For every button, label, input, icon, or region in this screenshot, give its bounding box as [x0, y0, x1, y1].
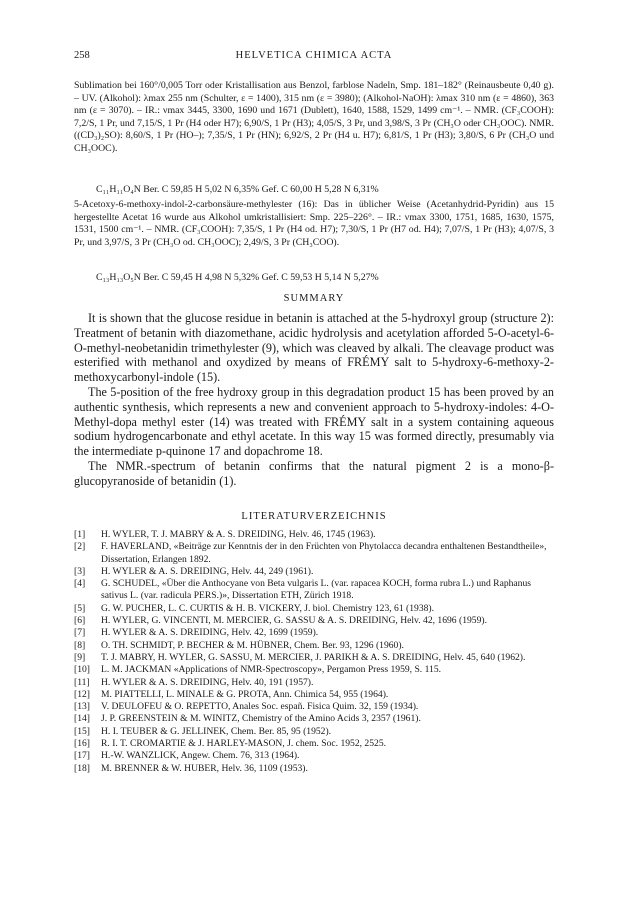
reference-item	[74, 627, 554, 639]
reference-number: [10]	[74, 664, 90, 676]
reference-number: [4]	[74, 578, 86, 590]
reference-number: [9]	[74, 651, 86, 663]
reference-number: [6]	[74, 615, 86, 627]
reference-number: [16]	[74, 738, 90, 750]
references-heading: LITERATURVERZEICHNIS	[241, 511, 387, 522]
reference-item	[74, 677, 554, 689]
reference-text: H. WYLER & A. S. DREIDING, Helv. 42, 1699 (1959).	[101, 627, 319, 639]
reference-item	[74, 615, 554, 627]
summary-paragraph: It is shown that the glucose residue in betanin is attached at the 5-hydroxyl group (structure 2): Treatment of betanin with diazomethane, acidic hydrolysis and acetylation afforded 5-O-acetyl-6-O-methyl-neobetanidin trimethylester (9), which was cleaved by alkali. The cleavage product was esterified with methanol and oxydized by means of FRÉMY salt to 5-hydroxy-6-methoxy-2-methoxycarbonyl-indole (15).	[74, 311, 554, 385]
reference-text: H. WYLER & A. S. DREIDING, Helv. 40, 191 (1957).	[101, 676, 314, 688]
reference-number: [8]	[74, 639, 86, 651]
reference-text: H. I. TEUBER & G. JELLINEK, Chem. Ber. 85, 95 (1952).	[101, 725, 332, 737]
elemental-analysis-2: C₁₃H₁₃O₅N Ber. C 59,45 H 4,98 N 5,32% Gef. C 59,53 H 5,14 N 5,27%	[96, 272, 379, 283]
reference-item	[74, 689, 554, 701]
summary-body	[74, 311, 554, 489]
reference-text: V. DEULOFEU & O. REPETTO, Anales Soc. españ. Fisica Quim. 32, 159 (1934).	[101, 701, 419, 713]
reference-text: H. WYLER, T. J. MABRY & A. S. DREIDING, Helv. 46, 1745 (1963).	[101, 529, 376, 540]
reference-text: M. BRENNER & W. HUBER, Helv. 36, 1109 (1953).	[101, 762, 308, 774]
reference-item	[74, 701, 554, 713]
page-number: 258	[74, 50, 90, 61]
reference-number: [18]	[74, 762, 90, 774]
reference-item	[74, 750, 554, 762]
reference-item	[74, 578, 554, 603]
reference-number: [1]	[74, 529, 86, 540]
reference-number: [14]	[74, 713, 90, 725]
reference-text: J. P. GREENSTEIN & M. WINITZ, Chemistry of the Amino Acids 3, 2357 (1961).	[101, 713, 421, 725]
reference-item	[74, 566, 554, 578]
page-header	[74, 50, 554, 66]
reference-text: H.-W. WANZLICK, Angew. Chem. 76, 313 (1964).	[101, 750, 300, 762]
elemental-analysis-1: C₁₁H₁₁O₄N Ber. C 59,85 H 5,02 N 6,35% Gef. C 60,00 H 5,28 N 6,31%	[96, 184, 379, 195]
reference-item	[74, 738, 554, 750]
reference-text: G. SCHUDEL, «Über die Anthocyane von Beta vulgaris L. (var. rapacea KOCH, forma rubra L.) und Raphanus sativus L. (var. radicula PERS.)», Dissertation ETH, Zürich 1918.	[101, 578, 532, 602]
journal-title: HELVETICA CHIMICA ACTA	[235, 50, 393, 61]
reference-item	[74, 713, 554, 725]
reference-text: H. WYLER, G. VINCENTI, M. MERCIER, G. SASSU & A. S. DREIDING, Helv. 42, 1696 (1959).	[101, 615, 487, 627]
reference-number: [12]	[74, 688, 90, 700]
summary-paragraph: The NMR.-spectrum of betanin confirms that the natural pigment 2 is a mono-β-glucopyranoside of betanidin (1).	[74, 458, 554, 488]
reference-number: [17]	[74, 750, 90, 762]
reference-text: R. I. T. CROMARTIE & J. HARLEY-MASON, J. chem. Soc. 1952, 2525.	[101, 738, 387, 750]
summary-heading: SUMMARY	[283, 293, 345, 304]
reference-text: O. TH. SCHMIDT, P. BECHER & M. HÜBNER, Chem. Ber. 93, 1296 (1960).	[101, 639, 404, 651]
reference-item	[74, 664, 554, 676]
reference-item	[74, 603, 554, 615]
reference-text: L. M. JACKMAN «Applications of NMR-Spectroscopy», Pergamon Press 1959, S. 115.	[101, 664, 442, 676]
reference-number: [15]	[74, 725, 90, 737]
reference-item	[74, 529, 554, 541]
experimental-paragraph-2: 5-Acetoxy-6-methoxy-indol-2-carbonsäure-methylester (16): Das in üblicher Weise (Acetanhydrid-Pyridin) aus 15 hergestellte Acetat 16 wurde aus Alkohol umkristallisiert: Smp. 225–226°. – IR.: νmax 3300, 1751, 1685, 1630, 1575, 1531, 1500 cm⁻¹. – NMR. (CF₃COOH): 7,35/S, 1 Pr (H4 od. H7); 7,30/S, 1 Pr (H7 od. H4); 7,07/S, 1 Pr (H3); 4,07/S, 3 Pr, und 3,97/S, 3 Pr (CH₃O od. CH₃OOC); 2,49/S, 3 Pr (CH₃COO).	[74, 199, 554, 248]
reference-number: [5]	[74, 602, 86, 614]
experimental-paragraph-1: Sublimation bei 160°/0,005 Torr oder Kristallisation aus Benzol, farblose Nadeln, Smp. 181–182° (Reinausbeute 0,40 g). – UV. (Alkohol): λmax 255 nm (Schulter, ε = 1400), 315 nm (ε = 3980); (Alkohol-NaOH): λmax 310 nm (ε = 4860), 363 nm (ε = 3070). – IR.: νmax 3445, 3300, 1690 und 1671 (Dublett), 1640, 1588, 1529, 1499 cm⁻¹. – NMR. (CF₃COOH): 7,2/S, 1 Pr, und 7,15/S, 1 Pr (H4 oder H7); 6,90/S, 1 Pr (H3); 4,05/S, 3 Pr, und 3,98/S, 3 Pr (CH₃O oder CH₃OOC). NMR. ((CD₃)₂SO): 8,60/S, 1 Pr (HO–); 7,35/S, 1 Pr (HN); 6,92/S, 2 Pr (H4 u. H7); 6,81/S, 1 Pr (H3); 3,80/S, 6 Pr (CH₃O und CH₃OOC).	[74, 80, 554, 154]
reference-text: G. W. PUCHER, L. C. CURTIS & H. B. VICKERY, J. biol. Chemistry 123, 61 (1938).	[101, 602, 435, 614]
reference-item	[74, 726, 554, 738]
reference-number: [11]	[74, 676, 90, 688]
reference-text: F. HAVERLAND, «Beiträge zur Kenntnis der in den Früchten von Phytolacca decandra enthaltenen Bestandtheile», Dissertation, Erlangen 1892.	[101, 541, 547, 565]
reference-number: [13]	[74, 701, 90, 713]
reference-item	[74, 763, 554, 775]
reference-text: H. WYLER & A. S. DREIDING, Helv. 44, 249 (1961).	[101, 565, 314, 577]
reference-item	[74, 640, 554, 652]
reference-list	[74, 529, 554, 775]
reference-number: [2]	[74, 541, 86, 553]
reference-item	[74, 652, 554, 664]
reference-number: [7]	[74, 627, 86, 639]
reference-number: [3]	[74, 565, 86, 577]
reference-text: M. PIATTELLI, L. MINALE & G. PROTA, Ann. Chimica 54, 955 (1964).	[101, 688, 389, 700]
reference-text: T. J. MABRY, H. WYLER, G. SASSU, M. MERCIER, J. PARIKH & A. S. DREIDING, Helv. 45, 640 (1962).	[101, 651, 526, 663]
summary-paragraph: The 5-position of the free hydroxy group in this degradation product 15 has been proved by an authentic synthesis, which represents a new and convenient approach to 5-hydroxy-indoles: 4-O-Methyl-dopa methyl ester (14) was treated with FRÉMY salt in a system containing aqueous sodium hydrogencarbonate and ethyl acetate. In this way 15 was formed directly, presumably via the intermediate p-quinone 17 and dopachrome 18.	[74, 384, 554, 459]
reference-item	[74, 541, 554, 566]
